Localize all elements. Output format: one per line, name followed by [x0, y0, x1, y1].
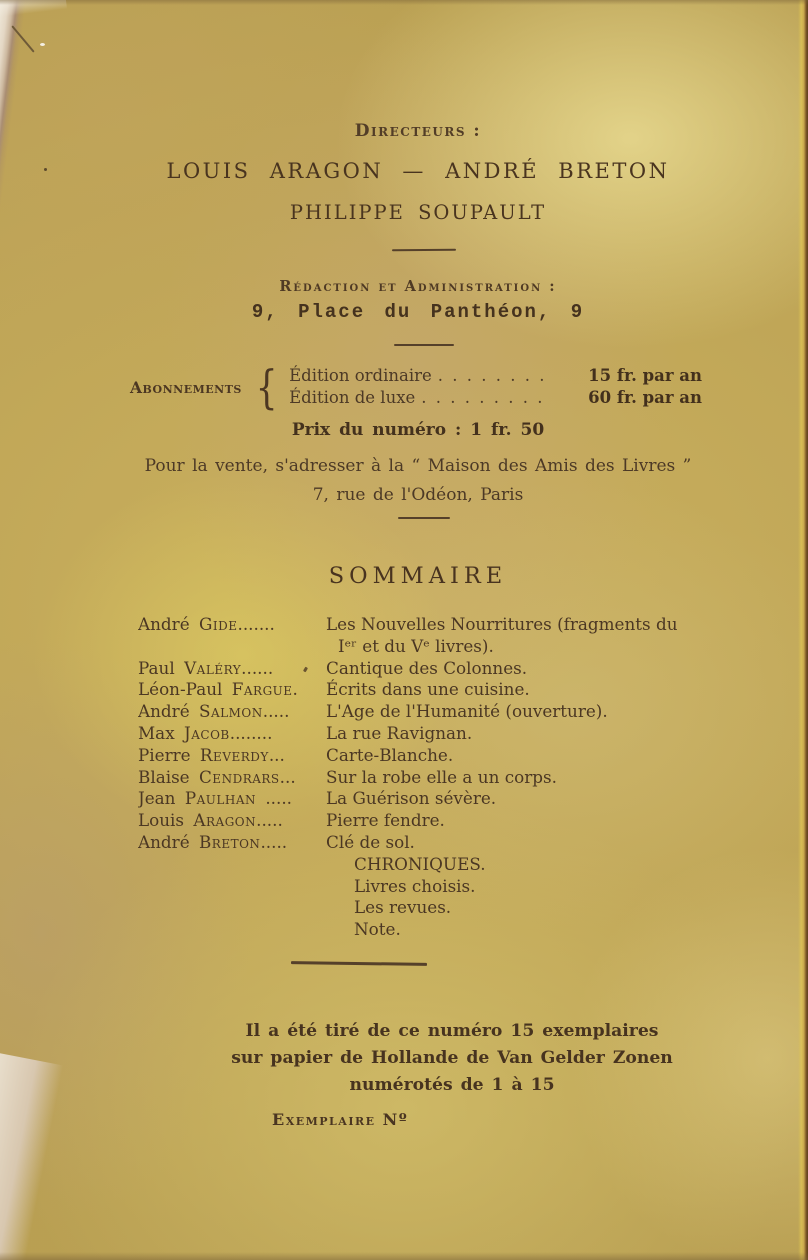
leader-dots: ....... [237, 614, 275, 634]
redaction-label: Rédaction et Administration : [279, 278, 557, 295]
work-title: Sur la robe elle a un corps. [326, 766, 557, 787]
author-name [138, 679, 326, 701]
toc-row [138, 788, 752, 810]
leader-dots: . . . . . . . . [437, 366, 547, 385]
author-last: Aragon [193, 810, 257, 831]
author-last: Jacob [184, 722, 230, 743]
author-last: Fargue [231, 679, 293, 700]
toc-row [138, 658, 752, 680]
author-name [138, 788, 326, 810]
author-last: Paulhan [184, 788, 256, 809]
divider-rule [392, 249, 456, 251]
work-line2: Iᵉʳ et du Vᵉ livres). [338, 635, 494, 656]
toc-row [138, 832, 752, 854]
author-first: Pierre [138, 744, 191, 765]
author-last: Reverdy [199, 744, 269, 765]
leader-dots: . [292, 679, 298, 700]
colophon-line1: Il a été tiré de ce numéro 15 exemplaires [245, 1021, 659, 1041]
toc-row [138, 701, 752, 723]
author-first: Jean [138, 788, 176, 809]
divider-rule [394, 344, 454, 346]
issue-price: Prix du numéro : 1 fr. 50 [291, 420, 545, 440]
edition-price: 15 fr. par an [588, 366, 702, 385]
author-last: Breton [198, 831, 261, 852]
author-last: Gide [198, 614, 238, 634]
work-title: La rue Ravignan. [326, 722, 473, 743]
work-title: La Guérison sévère. [326, 788, 497, 809]
table-of-contents [138, 614, 752, 941]
author-first: André [138, 831, 190, 852]
toc-row [138, 614, 752, 658]
leader-dots: ..... [262, 701, 290, 722]
author-name [138, 832, 326, 854]
toc-row [138, 679, 752, 701]
paper-edge-right [798, 0, 808, 1260]
author-first: Paul [138, 657, 175, 678]
work-title: Pierre fendre. [326, 810, 445, 831]
leader-dots: ... [268, 744, 285, 765]
work-title: Clé de sol. [326, 831, 415, 852]
chroniques-item: Les revues. [354, 897, 452, 918]
paper-edge-top [0, 0, 808, 5]
directors-names-line2: PHILIPPE SOUPAULT [289, 201, 547, 224]
work-title: Carte-Blanche. [326, 744, 454, 765]
colophon-line2: sur papier de Hollande de Van Gelder Zonen [231, 1048, 673, 1068]
author-first: André [138, 614, 190, 634]
chroniques-section [138, 854, 752, 941]
toc-row [138, 745, 752, 767]
subscription-row [289, 365, 702, 387]
sales-note-line1: Pour la vente, s'adresser à la “ Maison des Amis des Livres ” [144, 456, 692, 476]
toc-row [138, 723, 752, 745]
chroniques-item: Livres choisis. [354, 875, 476, 896]
author-name [138, 658, 326, 680]
author-last: Salmon [198, 701, 263, 722]
redaction-address: 9, Place du Panthéon, 9 [251, 301, 585, 323]
leader-dots: ........ [229, 722, 273, 743]
paper-edge-corner-bottom-left [0, 1051, 63, 1260]
author-last: Cendrars [198, 766, 280, 787]
author-name [138, 810, 326, 832]
leader-dots: ..... [256, 810, 283, 831]
sales-note-line2: 7, rue de l'Odéon, Paris [312, 485, 524, 505]
paper-edge-bottom [0, 1252, 808, 1260]
author-name [138, 723, 326, 745]
author-name [138, 614, 326, 636]
work-title [326, 614, 752, 658]
directors-label: Directeurs : [354, 121, 482, 141]
edition-name: Édition ordinaire [289, 366, 432, 385]
leader-dots: ...... [241, 657, 274, 678]
chroniques-item: Note. [354, 919, 401, 940]
edition-price: 60 fr. par an [588, 388, 702, 407]
author-last: Valéry [184, 657, 242, 678]
paper-fleck [40, 43, 45, 46]
colophon-line3: numérotés de 1 à 15 [349, 1075, 555, 1095]
author-first: Blaise [138, 766, 190, 787]
author-name [138, 767, 326, 789]
toc-row [138, 767, 752, 789]
author-name [138, 745, 326, 767]
paper-fleck [44, 168, 47, 171]
author-first: Léon-Paul [138, 679, 223, 700]
work-line1: Les Nouvelles Nourritures (fragments du [326, 614, 678, 634]
toc-row [138, 810, 752, 832]
work-title: Cantique des Colonnes. [326, 657, 528, 678]
author-first: André [138, 701, 190, 722]
leader-dots: ..... [260, 831, 288, 852]
sommaire-title: SOMMAIRE [328, 563, 508, 589]
brace-glyph: { [255, 360, 278, 414]
divider-rule [291, 961, 427, 965]
directors-names-line1: LOUIS ARAGON — ANDRÉ BRETON [166, 159, 670, 183]
subscription-row [289, 387, 702, 409]
subscriptions-label: Abonnements [130, 377, 242, 397]
work-title: L'Age de l'Humanité (ouverture). [326, 701, 608, 722]
leader-dots: ... [279, 766, 296, 787]
divider-rule [398, 517, 450, 519]
chroniques-item: CHRONIQUES. [354, 853, 486, 874]
author-name [138, 701, 326, 723]
work-title: Écrits dans une cuisine. [326, 679, 530, 700]
subscription-rows [289, 365, 702, 409]
author-first: Louis [138, 810, 185, 831]
subscriptions-block [130, 360, 702, 414]
author-first: Max [138, 722, 175, 743]
copy-number-label: Exemplaire Nº [272, 1110, 409, 1129]
edition-name: Édition de luxe [289, 388, 416, 407]
leader-dots: ..... [256, 788, 293, 809]
leader-dots: . . . . . . . . . [421, 388, 545, 407]
